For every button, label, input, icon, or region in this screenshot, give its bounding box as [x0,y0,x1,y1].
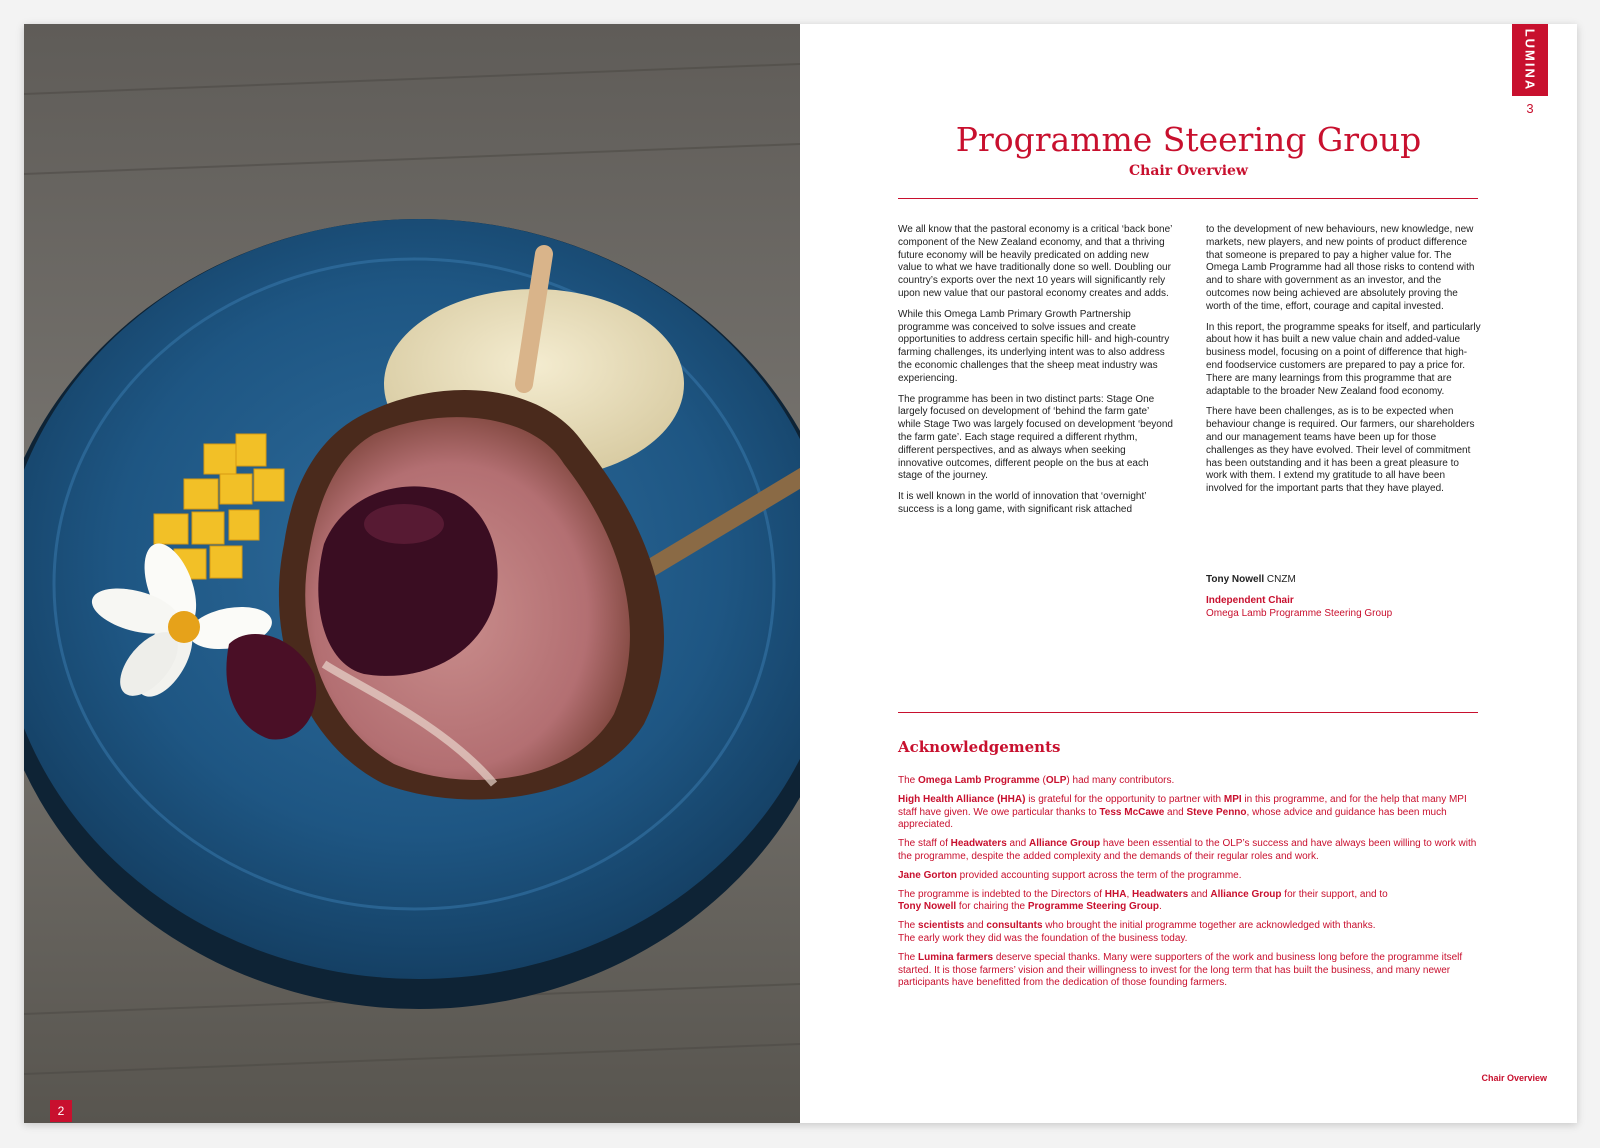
footer-section-label: Chair Overview [1481,1073,1547,1083]
signatory-name: Tony Nowell [1206,574,1265,585]
title-divider [898,198,1478,199]
acknowledgements-divider [898,712,1478,713]
body-column-right [1206,224,1481,504]
acknowledgements-body [898,775,1478,996]
left-page-photo [24,24,800,1123]
signature-role-block [1206,594,1392,620]
signatory-organisation: Omega Lamb Programme Steering Group [1206,608,1393,619]
body-paragraph: to the development of new behaviours, new knowledge, new markets, new players, and new points of product difference that someone is prepared to pay a higher value for. The Omega Lamb Programme had all those risks to contend with and to share with government as an investor, and the outcomes now being achieved are absolutely proving the worth of the time, effort, courage and capital invested. [1206,224,1475,312]
body-column-left [898,224,1173,525]
ack-paragraph: Jane Gorton provided accounting support across the term of the programme. [898,869,1242,881]
body-paragraph: It is well known in the world of innovation that ‘overnight’ success is a long game, with significant risk attached [898,491,1147,515]
ack-paragraph: High Health Alliance (HHA) is grateful for the opportunity to partner with MPI in this programme, and for the help that many MPI staff have given. We owe particular thanks to Tess McCawe and Steve Penno, whose advice and guidance has been much appreciated. [898,793,1467,831]
signatory-honours: CNZM [1264,574,1296,585]
ack-paragraph: The staff of Headwaters and Alliance Group have been essential to the OLP’s success and have always been willing to work with the programme, despite the added complexity and the demands of their regular roles and work. [898,838,1477,862]
acknowledgements-heading: Acknowledgements [898,738,1061,756]
lamb-dish-illustration [24,24,800,1123]
page-number-left: 2 [50,1100,72,1122]
brochure-spread [24,24,1577,1123]
body-paragraph: There have been challenges, as is to be expected when behaviour change is required. Our farmers, our shareholders and our management teams have been up for those challenges as they have evolved. Their level of commitment has been outstanding and it has been a great pleasure to work with them. I extend my gratitude to all have been involved for the important parts that they have played. [1206,406,1475,495]
page-subtitle: Chair Overview [1129,163,1248,179]
body-paragraph: While this Omega Lamb Primary Growth Partnership programme was conceived to solve issues and create opportunities to address certain specific hill- and high-country farming challenges, its underlying intent was to also address the economic challenges that the sheep meat industry was experiencing. [898,308,1170,384]
right-page [800,24,1577,1123]
page-number-right: 3 [1526,101,1534,116]
body-paragraph: We all know that the pastoral economy is a critical ‘back bone’ component of the New Zealand economy, and that a thriving future economy will be heavily predicated on adding new value to what we have traditionally done so well. Doubling our country’s exports over the next 10 years will significantly rely upon new value that our pastoral economy creates and adds. [898,224,1173,299]
ack-paragraph: The scientists and consultants who brought the initial programme together are acknowledged with thanks. The early work they did was the foundation of the business today. [898,920,1376,944]
signature-name-line [1206,573,1296,586]
lumina-tab-label: LUMINA [1522,28,1538,92]
page-title: Programme Steering Group [955,120,1422,159]
signatory-role: Independent Chair [1206,595,1294,606]
body-paragraph: In this report, the programme speaks for itself, and particularly about how it has built a new value chain and added-value business model, focusing on a point of difference that high-end foodservice customers are prepared to pay a price for. There are many learnings from this programme that are adaptable to the broader New Zealand food economy. [1206,321,1481,397]
ack-paragraph: The programme is indebted to the Directors of HHA, Headwaters and Alliance Group for their support, and to Tony Nowell for chairing the Programme Steering Group. [898,888,1388,913]
ack-paragraph: The Omega Lamb Programme (OLP) had many contributors. [898,775,1175,786]
body-paragraph: The programme has been in two distinct parts: Stage One largely focused on development of ‘behind the farm gate’ while Stage Two was largely focused on development ‘beyond the farm gate’. Each stage required a different rhythm, different perspectives, and as always when seeking innovative outcomes, different people on the bus at each stage of the journey. [898,393,1173,482]
lumina-tab [1512,24,1548,96]
ack-paragraph: The Lumina farmers deserve special thanks. Many were supporters of the work and business long before the programme itself started. It is those farmers’ vision and their willingness to invest for the long term that has built the business, and many newer participants have benefitted from the dedication of those founding farmers. [898,951,1463,989]
